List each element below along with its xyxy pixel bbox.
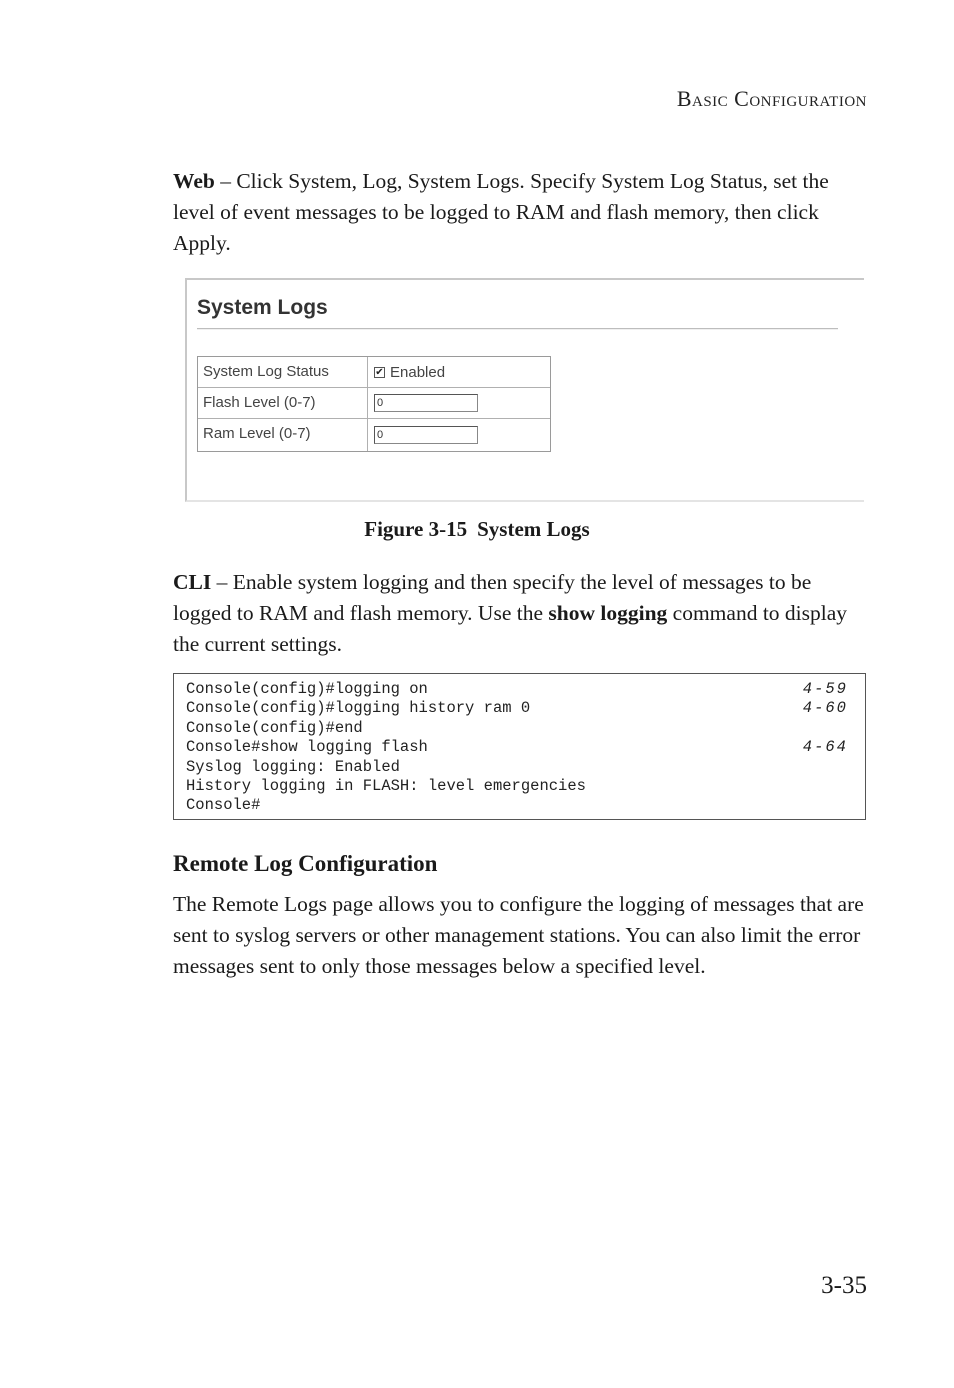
- system-logs-form-table: [197, 356, 551, 452]
- code-text: Syslog logging: Enabled: [186, 757, 400, 776]
- code-text: Console(config)#end: [186, 718, 363, 737]
- page-number: 3-35: [821, 1272, 867, 1299]
- figure-caption-number: Figure 3-15: [364, 517, 468, 541]
- code-line: [186, 738, 848, 757]
- flash-level-input[interactable]: 0: [374, 394, 478, 412]
- cli-command: show logging: [548, 601, 668, 625]
- web-lead: Web: [173, 169, 215, 193]
- figure-caption-title: System Logs: [477, 517, 590, 541]
- status-value: [368, 357, 550, 387]
- ram-level-input[interactable]: 0: [374, 426, 478, 444]
- form-row-ram-level: [198, 419, 550, 451]
- system-logs-screenshot: [185, 278, 864, 502]
- code-page-ref: 4-59: [802, 680, 848, 698]
- code-line: [186, 777, 848, 796]
- code-line: [186, 796, 848, 815]
- flash-level-value: [368, 388, 550, 418]
- code-text: History logging in FLASH: level emergencies: [186, 777, 586, 796]
- cli-code-block: [173, 673, 866, 820]
- ram-level-label: Ram Level (0-7): [198, 419, 368, 451]
- figure-caption: [0, 517, 954, 542]
- cli-instructions-paragraph: [173, 567, 868, 660]
- status-label: System Log Status: [198, 357, 368, 387]
- ram-level-value: [368, 419, 550, 451]
- code-line: [186, 758, 848, 777]
- title-divider: [197, 328, 838, 330]
- code-text: Console(config)#logging history ram 0: [186, 699, 531, 718]
- cli-text-before: – Enable system logging and then specify the level of messages to be logged to RAM and flash memory. Use the: [173, 570, 812, 625]
- cli-text-after: command to display the current settings.: [173, 601, 848, 656]
- code-line: [186, 680, 848, 699]
- remote-log-paragraph: The Remote Logs page allows you to configure the logging of messages that are sent to syslog servers or other management stations. You can also limit the error messages sent to only those messages below a specified level.: [173, 892, 864, 978]
- web-instructions-paragraph: [173, 166, 868, 259]
- section-heading: Remote Log Configuration: [173, 851, 438, 876]
- form-row-flash-level: [198, 388, 550, 419]
- code-line: [186, 719, 848, 738]
- enabled-checkbox[interactable]: ✔: [375, 366, 384, 378]
- enabled-checkbox-label: Enabled: [390, 363, 446, 381]
- code-line: [186, 699, 848, 718]
- code-page-ref: 4-64: [802, 738, 848, 757]
- form-row-status: [198, 357, 550, 388]
- flash-level-label: Flash Level (0-7): [198, 388, 368, 418]
- screenshot-title: System Logs: [197, 296, 328, 319]
- web-text: – Click System, Log, System Logs. Specify System Log Status, set the level of event messages to be logged to RAM and flash memory, then click Apply.: [173, 169, 829, 255]
- code-text: Console(config)#logging on: [186, 680, 428, 698]
- code-text: Console#: [186, 796, 261, 815]
- code-text: Console#show logging flash: [186, 738, 428, 757]
- code-page-ref: 4-60: [802, 699, 848, 718]
- running-header: Basic Configuration: [676, 86, 867, 111]
- cli-lead: CLI: [173, 570, 212, 594]
